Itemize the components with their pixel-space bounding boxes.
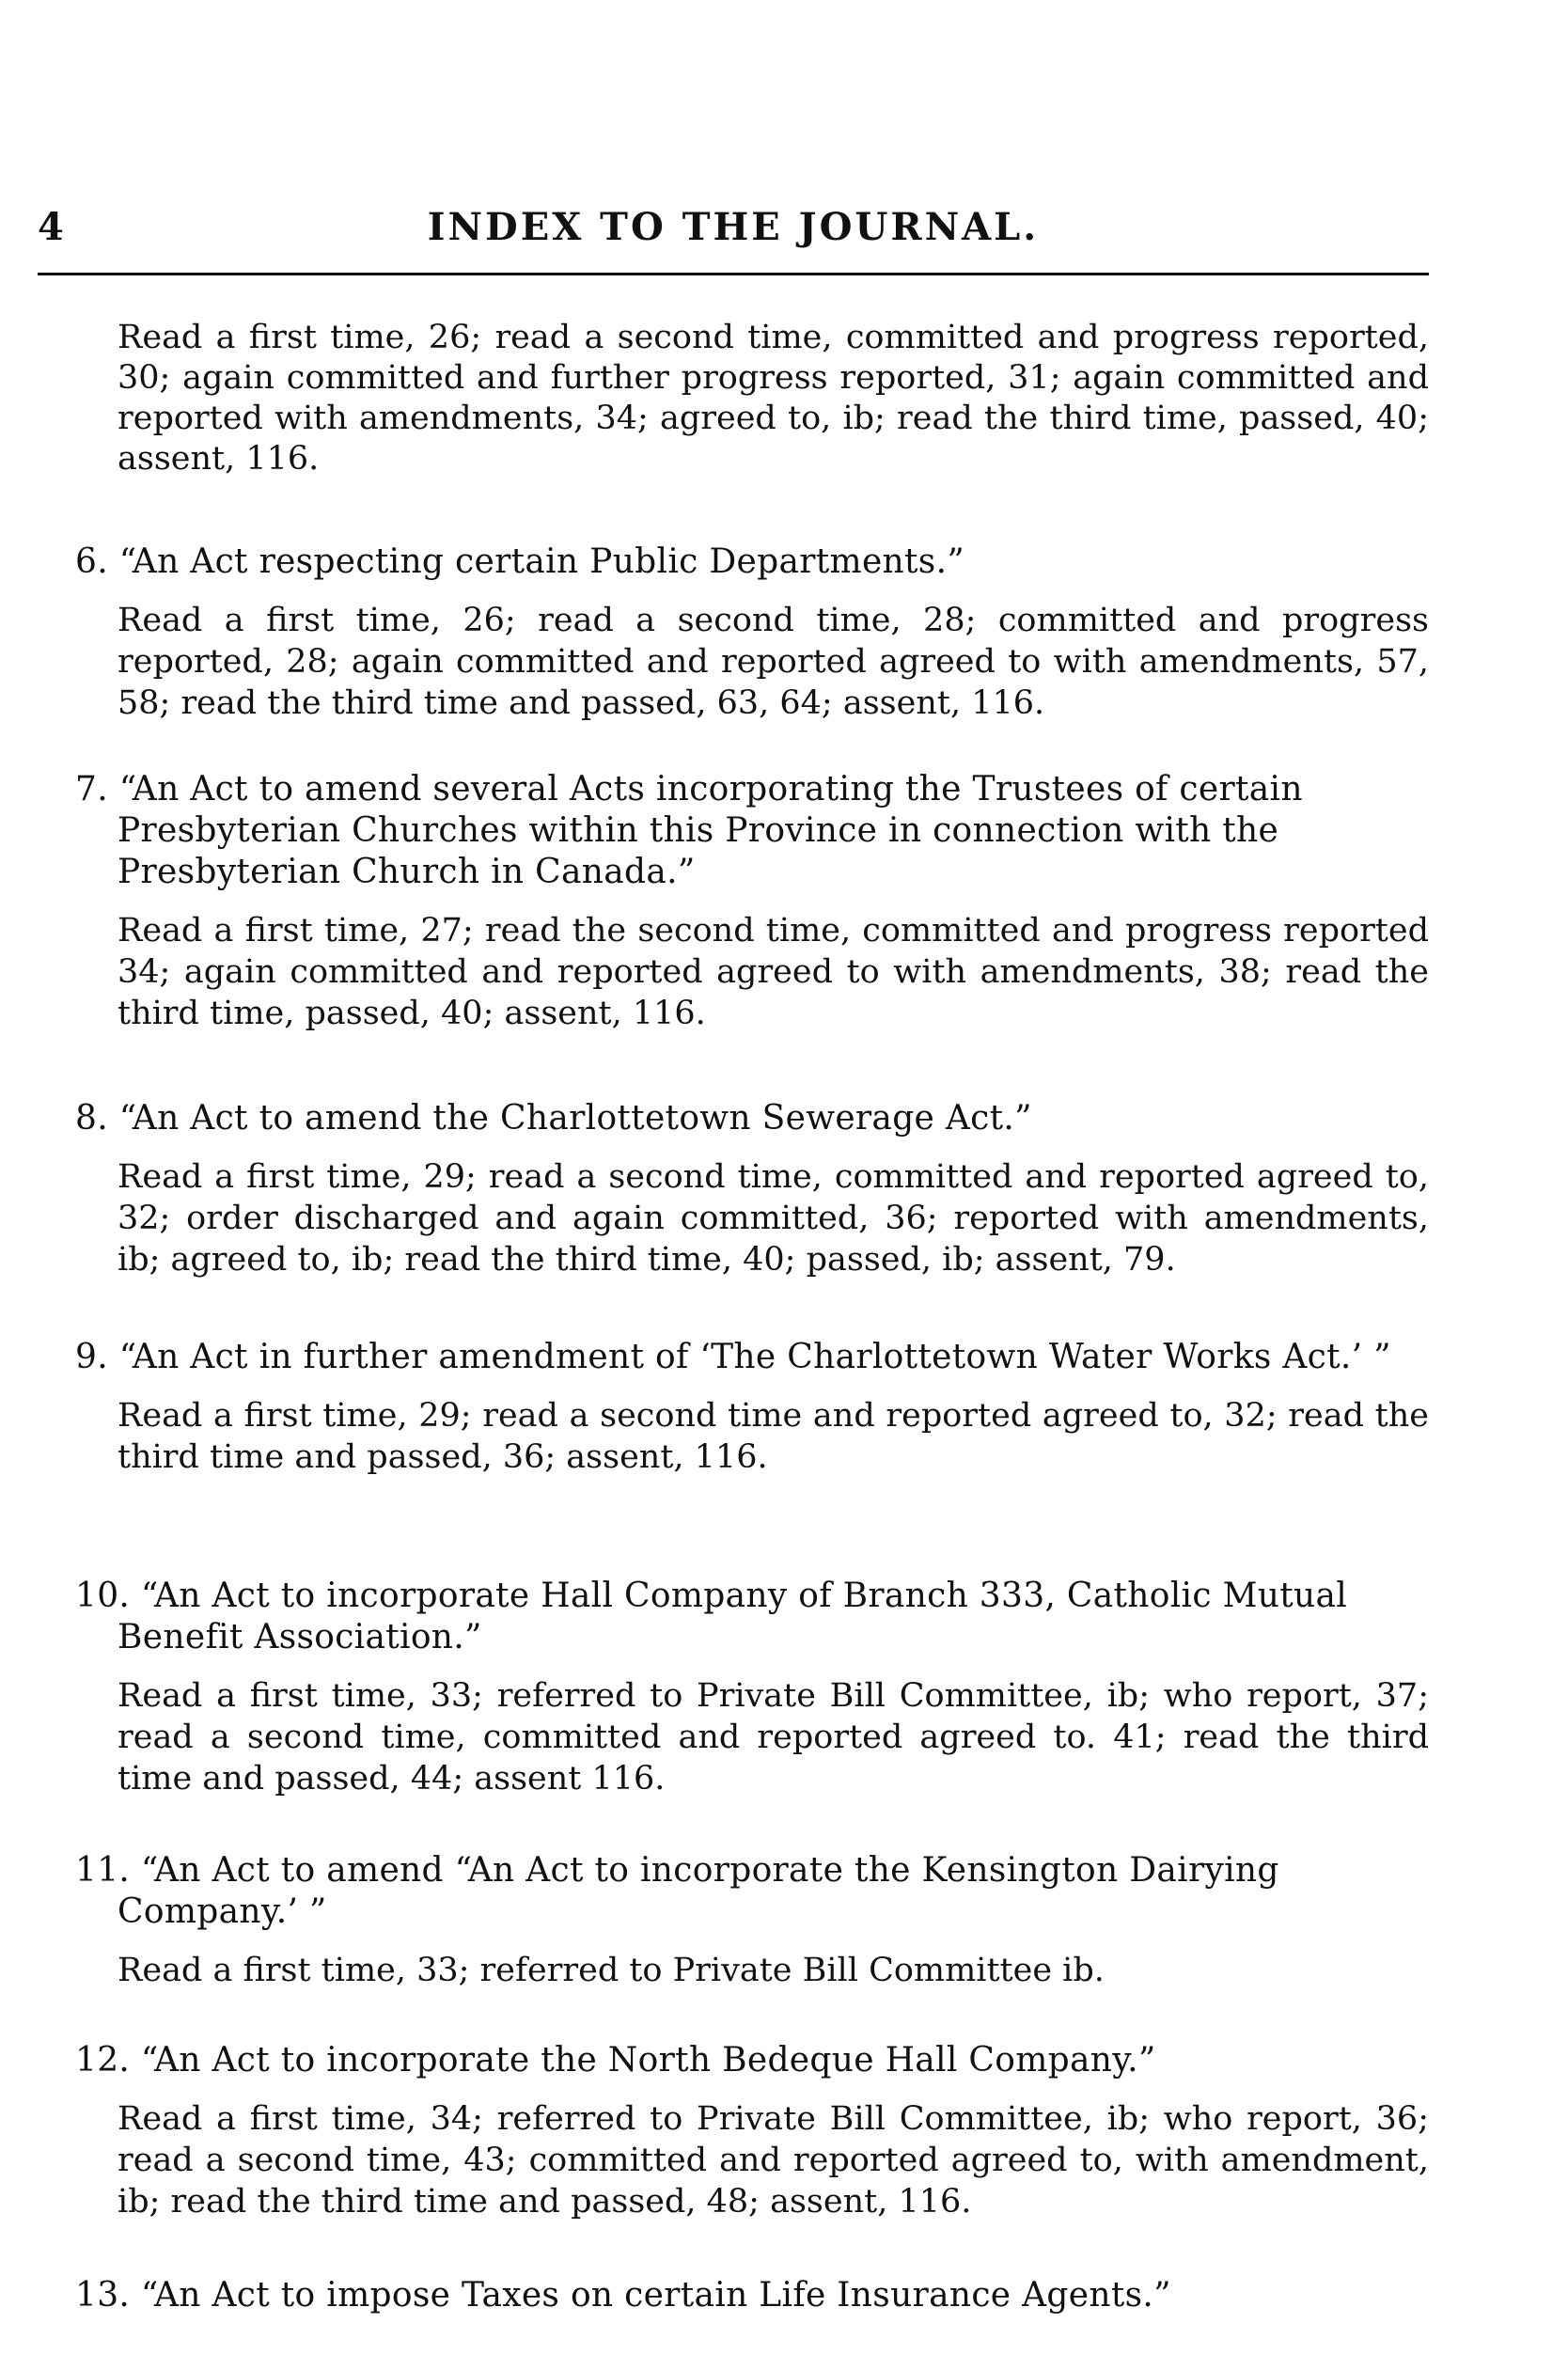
- running-title: INDEX TO THE JOURNAL.: [427, 205, 1040, 249]
- act-proceedings: Read a first time, 29; read a second time, committed and reported agreed to, 32; order discharged and again committed, 36; reported with amendments, ib; agreed to, ib; read the third time, 40; passed, ib; assent, 79.: [118, 1158, 1429, 1279]
- page-header: [38, 205, 1429, 261]
- act-proceedings: Read a first time, 33; referred to Private Bill Committee ib.: [118, 1952, 1105, 1989]
- act-title-text: “An Act to impose Taxes on certain Life Insurance Agents.”: [140, 2276, 1171, 2315]
- index-entry-9: [0, 1337, 1568, 1478]
- act-title: [0, 541, 1429, 583]
- index-entry-12: [0, 2040, 1568, 2222]
- act-title-text: “An Act to incorporate the North Bedeque Hall Company.”: [140, 2041, 1156, 2080]
- index-entry-10: [0, 1576, 1568, 1799]
- act-title-text: “An Act to amend the Charlottetown Sewerage Act.”: [118, 1099, 1032, 1138]
- continued-proceedings: Read a first time, 26; read a second time, committed and progress reported, 30; again committed and further progress reported, 31; again committed and reported with amendments, 34; agreed to, ib; read the third time, passed, 40; assent, 116.: [118, 319, 1429, 478]
- act-number: 8.: [75, 1099, 108, 1138]
- act-title-text: “An Act to amend “An Act to incorporate the Kensington Dairying Company.’ ”: [118, 1851, 1279, 1931]
- index-entry-7: [0, 769, 1568, 1034]
- act-title: [0, 1850, 1429, 1933]
- act-proceedings: Read a first time, 33; referred to Private Bill Committee, ib; who report, 37; read a second time, committed and reported agreed to. 41; read the third time and passed, 44; assent 116.: [118, 1677, 1429, 1797]
- act-title-text: “An Act to incorporate Hall Company of Branch 333, Catholic Mutual Benefit Association.”: [118, 1577, 1348, 1656]
- act-title: [0, 769, 1429, 893]
- index-entry-11: [0, 1850, 1568, 1991]
- act-number: 6.: [75, 542, 108, 581]
- act-proceedings: Read a first time, 34; referred to Private Bill Committee, ib; who report, 36; read a second time, 43; committed and reported agreed to, with amendment, ib; read the third time and passed, 48; assent, 116.: [118, 2100, 1429, 2221]
- act-title-text: “An Act in further amendment of ‘The Charlottetown Water Works Act.’ ”: [118, 1338, 1391, 1376]
- act-number: 12.: [75, 2041, 131, 2080]
- act-number: 10.: [75, 1577, 131, 1615]
- continued-entry: [0, 318, 1568, 479]
- act-title-text: “An Act to amend several Acts incorporating the Trustees of certain Presbyterian Churches within this Province in connection with the Presbyterian Church in Canada.”: [118, 770, 1303, 891]
- act-proceedings: Read a first time, 26; read a second time, 28; committed and progress reported, 28; again committed and reported agreed to with amendments, 57, 58; read the third time and passed, 63, 64; assent, 116.: [118, 602, 1429, 722]
- act-number: 9.: [75, 1338, 108, 1376]
- act-number: 7.: [75, 770, 108, 808]
- act-title: [0, 1098, 1429, 1139]
- index-entry-8: [0, 1098, 1568, 1280]
- act-number: 11.: [75, 1851, 131, 1890]
- index-entry-6: [0, 541, 1568, 724]
- page-number: 4: [38, 205, 65, 249]
- act-title: [0, 2040, 1429, 2081]
- act-title-text: “An Act respecting certain Public Departments.”: [118, 542, 965, 581]
- act-number: 13.: [75, 2276, 131, 2315]
- act-title: [0, 1576, 1429, 1658]
- act-title: [0, 2275, 1429, 2316]
- act-title: [0, 1337, 1429, 1378]
- header-rule: [38, 273, 1429, 275]
- act-proceedings: Read a first time, 27; read the second time, committed and progress reported 34; again committed and reported agreed to with amendments, 38; read the third time, passed, 40; assent, 116.: [118, 912, 1429, 1032]
- index-entry-13: [0, 2275, 1568, 2316]
- act-proceedings: Read a first time, 29; read a second time and reported agreed to, 32; read the third time and passed, 36; assent, 116.: [118, 1397, 1429, 1476]
